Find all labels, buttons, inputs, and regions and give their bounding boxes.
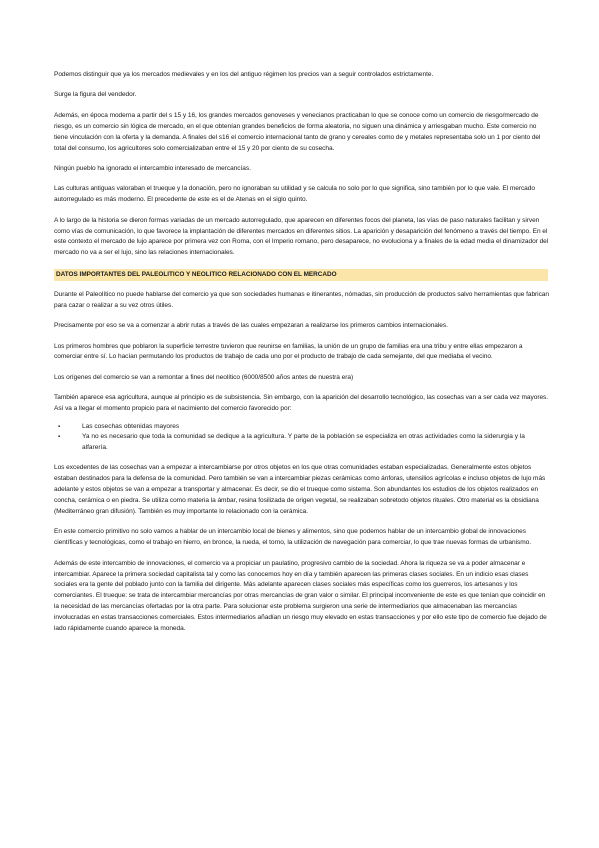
paragraph: También aparece esa agricultura, aunque al principio es de subsistencia. Sin embargo, con la aparición del desarrollo tecnológico, las cosechas van a ser cada vez mayores. Así va a llegar el momento propicio para el nacimiento del comercio favorecido por: xyxy=(54,394,549,413)
paragraph: Surge la figura del vendedor. xyxy=(54,91,137,99)
paragraph: Precisamente por eso se va a comenzar a abrir rutas a través de las cuales empezaran a realizarse los primeros cambios internacionales. xyxy=(54,322,448,330)
document-body xyxy=(54,70,550,644)
paragraph: Las culturas antiguas valoraban el trueque y la donación, pero no ignoraban su utilidad y se calcula no solo por lo que significa, sino también por lo que vale. El mercado autorregulado es más moderno. El precedente de este es el de Atenas en el siglo quinto. xyxy=(54,185,535,204)
section-heading: DATOS IMPORTANTES DEL PALEOLITICO Y NEOLITICO RELACIONADO CON EL MERCADO xyxy=(54,269,548,281)
paragraph: Los excedentes de las cosechas van a empezar a intercambiarse por otros objetos en los que otras comunidades estaban especializadas. Generalmente estos objetos estaban destinados para la defensa de la comunidad. Pero también se van a intercambiar piezas cerámicas como ánforas, utensilios agrícolas e incluso objetos de lujo más adelante y estos objetos se van a empezar a transportar y almacenar. Es decir, se dio el trueque como sistema. Son abundantes los estudios de los objetos realizados en concha, cerámica o en piedra. Se utiliza como materia la ámbar, resina fosilizada de origen vegetal, se realizaban sobretodo objetos rituales. Otro material es la obsidiana (Mediterráneo gran difusión). También es muy importante lo relacionado con la cerámica. xyxy=(54,464,546,515)
paragraph: En este comercio primitivo no solo vamos a hablar de un intercambio local de bienes y alimentos, sino que podemos hablar de un intercambio global de innovaciones científicas y tecnológicas, como el trabajo en hierro, en bronce, la rueda, el torno, la utilización de navegación para comerciar, lo que trae nuevas formas de urbanismo. xyxy=(54,528,531,547)
paragraph: Podemos distinguir que ya los mercados medievales y en los del antiguo régimen los precios van a seguir controlados estrictamente. xyxy=(54,71,434,78)
bullet-list xyxy=(54,422,550,455)
paragraph: Durante el Paleolítico no puede hablarse del comercio ya que son sociedades humanas e itinerantes, nómadas, sin producción de productos salvo herramientas que fabrican para cazar o realizar a su vez otros útiles. xyxy=(54,290,549,309)
paragraph: Ningún pueblo ha ignorado el intercambio interesado de mercancías. xyxy=(54,164,251,172)
bullet-icon: ▪ xyxy=(58,434,61,441)
paragraph: Además de este intercambio de innovaciones, el comercio va a propiciar un paulatino, progresivo cambio de la sociedad. Ahora la riqueza se va a poder almacenar e intercambiar. Aparece la primera sociedad capitalista tal y como las conocemos hoy en día y también aparecen las primeras clases sociales. En un indicio esas clases sociales era la gente del poblado junto con la familia del dirigente. Más adelante aparecen clases sociales más específicas como los guerreros, los artesanos y los comerciantes. El trueque: se trata de intercambiar mercancías por otras mercancías de gran valor o similar. El principal inconveniente de este es que tenían que coincidir en la necesidad de las mercancías ofertadas por la otra parte. Para solucionar este problema surgieron una serie de intermediarios que almacenaban las mercancías involucradas en estas transacciones comerciales. Estos intermediarios añadían un riesgo muy elevado en estas transacciones y por ello este tipo de comercio fue dejado de lado rápidamente cuando aparece la moneda. xyxy=(54,559,547,633)
paragraph: A lo largo de la historia se dieron formas variadas de un mercado autorregulado, que aparecen en diferentes focos del planeta, las vías de paso naturales facilitan y sirven como vías de comunicación, lo que favorece la implantación de diferentes mercados en diferentes sitios. La aparición y desaparición del fenómeno a través del tiempo. En el este contexto el mercado de lujo aparece por primera vez con Roma, con el Imperio romano, pero desaparece, no evoluciona y a finales de la edad media el dinamizador del mercado no va a ser el lujo, sino las relaciones internacionales. xyxy=(54,216,549,257)
list-item-text: Ya no es necesario que toda la comunidad se dedique a la agricultura. Y parte de la población se especializa en otras actividades como la siderurgia y la alfarería. xyxy=(82,433,525,452)
list-item-text: Las cosechas obtenidas mayores xyxy=(82,422,180,430)
paragraph: Los orígenes del comercio se van a remontar a fines del neolítico (6000/8500 años antes de nuestra era) xyxy=(54,373,354,381)
list-item xyxy=(54,432,550,454)
bullet-icon: ▪ xyxy=(58,423,61,430)
list-item xyxy=(54,422,550,433)
paragraph: Además, en época moderna a partir del s 15 y 16, los grandes mercados genoveses y venecianos practicaban lo que se conoce como un comercio de riesgo/mercado de riesgo, es un comercio sin lógica de mercado, en el que obtenían grandes beneficios de forma aleatoria, no siguen una dinámica y arriesgaban mucho. Este comercio no tiene vinculación con la oferta y la demanda. A finales del s16 el comercio internacional tanto de grano y cereales como de y metales representaba solo un 1 por ciento del total del consumo, los agricultores solo comercializaban entre el 15 y 20 por ciento de su cosecha. xyxy=(54,111,541,152)
paragraph: Los primeros hombres que poblaron la superficie terrestre tuvieron que reunirse en familias, la unión de un grupo de familias era una tribu y entre ellas empezaron a comerciar entre sí. Lo hacían permutando los productos de trabajo de cada uno por el producto de trabajo de cada semejante, del que mediaba el vecino. xyxy=(54,342,523,361)
